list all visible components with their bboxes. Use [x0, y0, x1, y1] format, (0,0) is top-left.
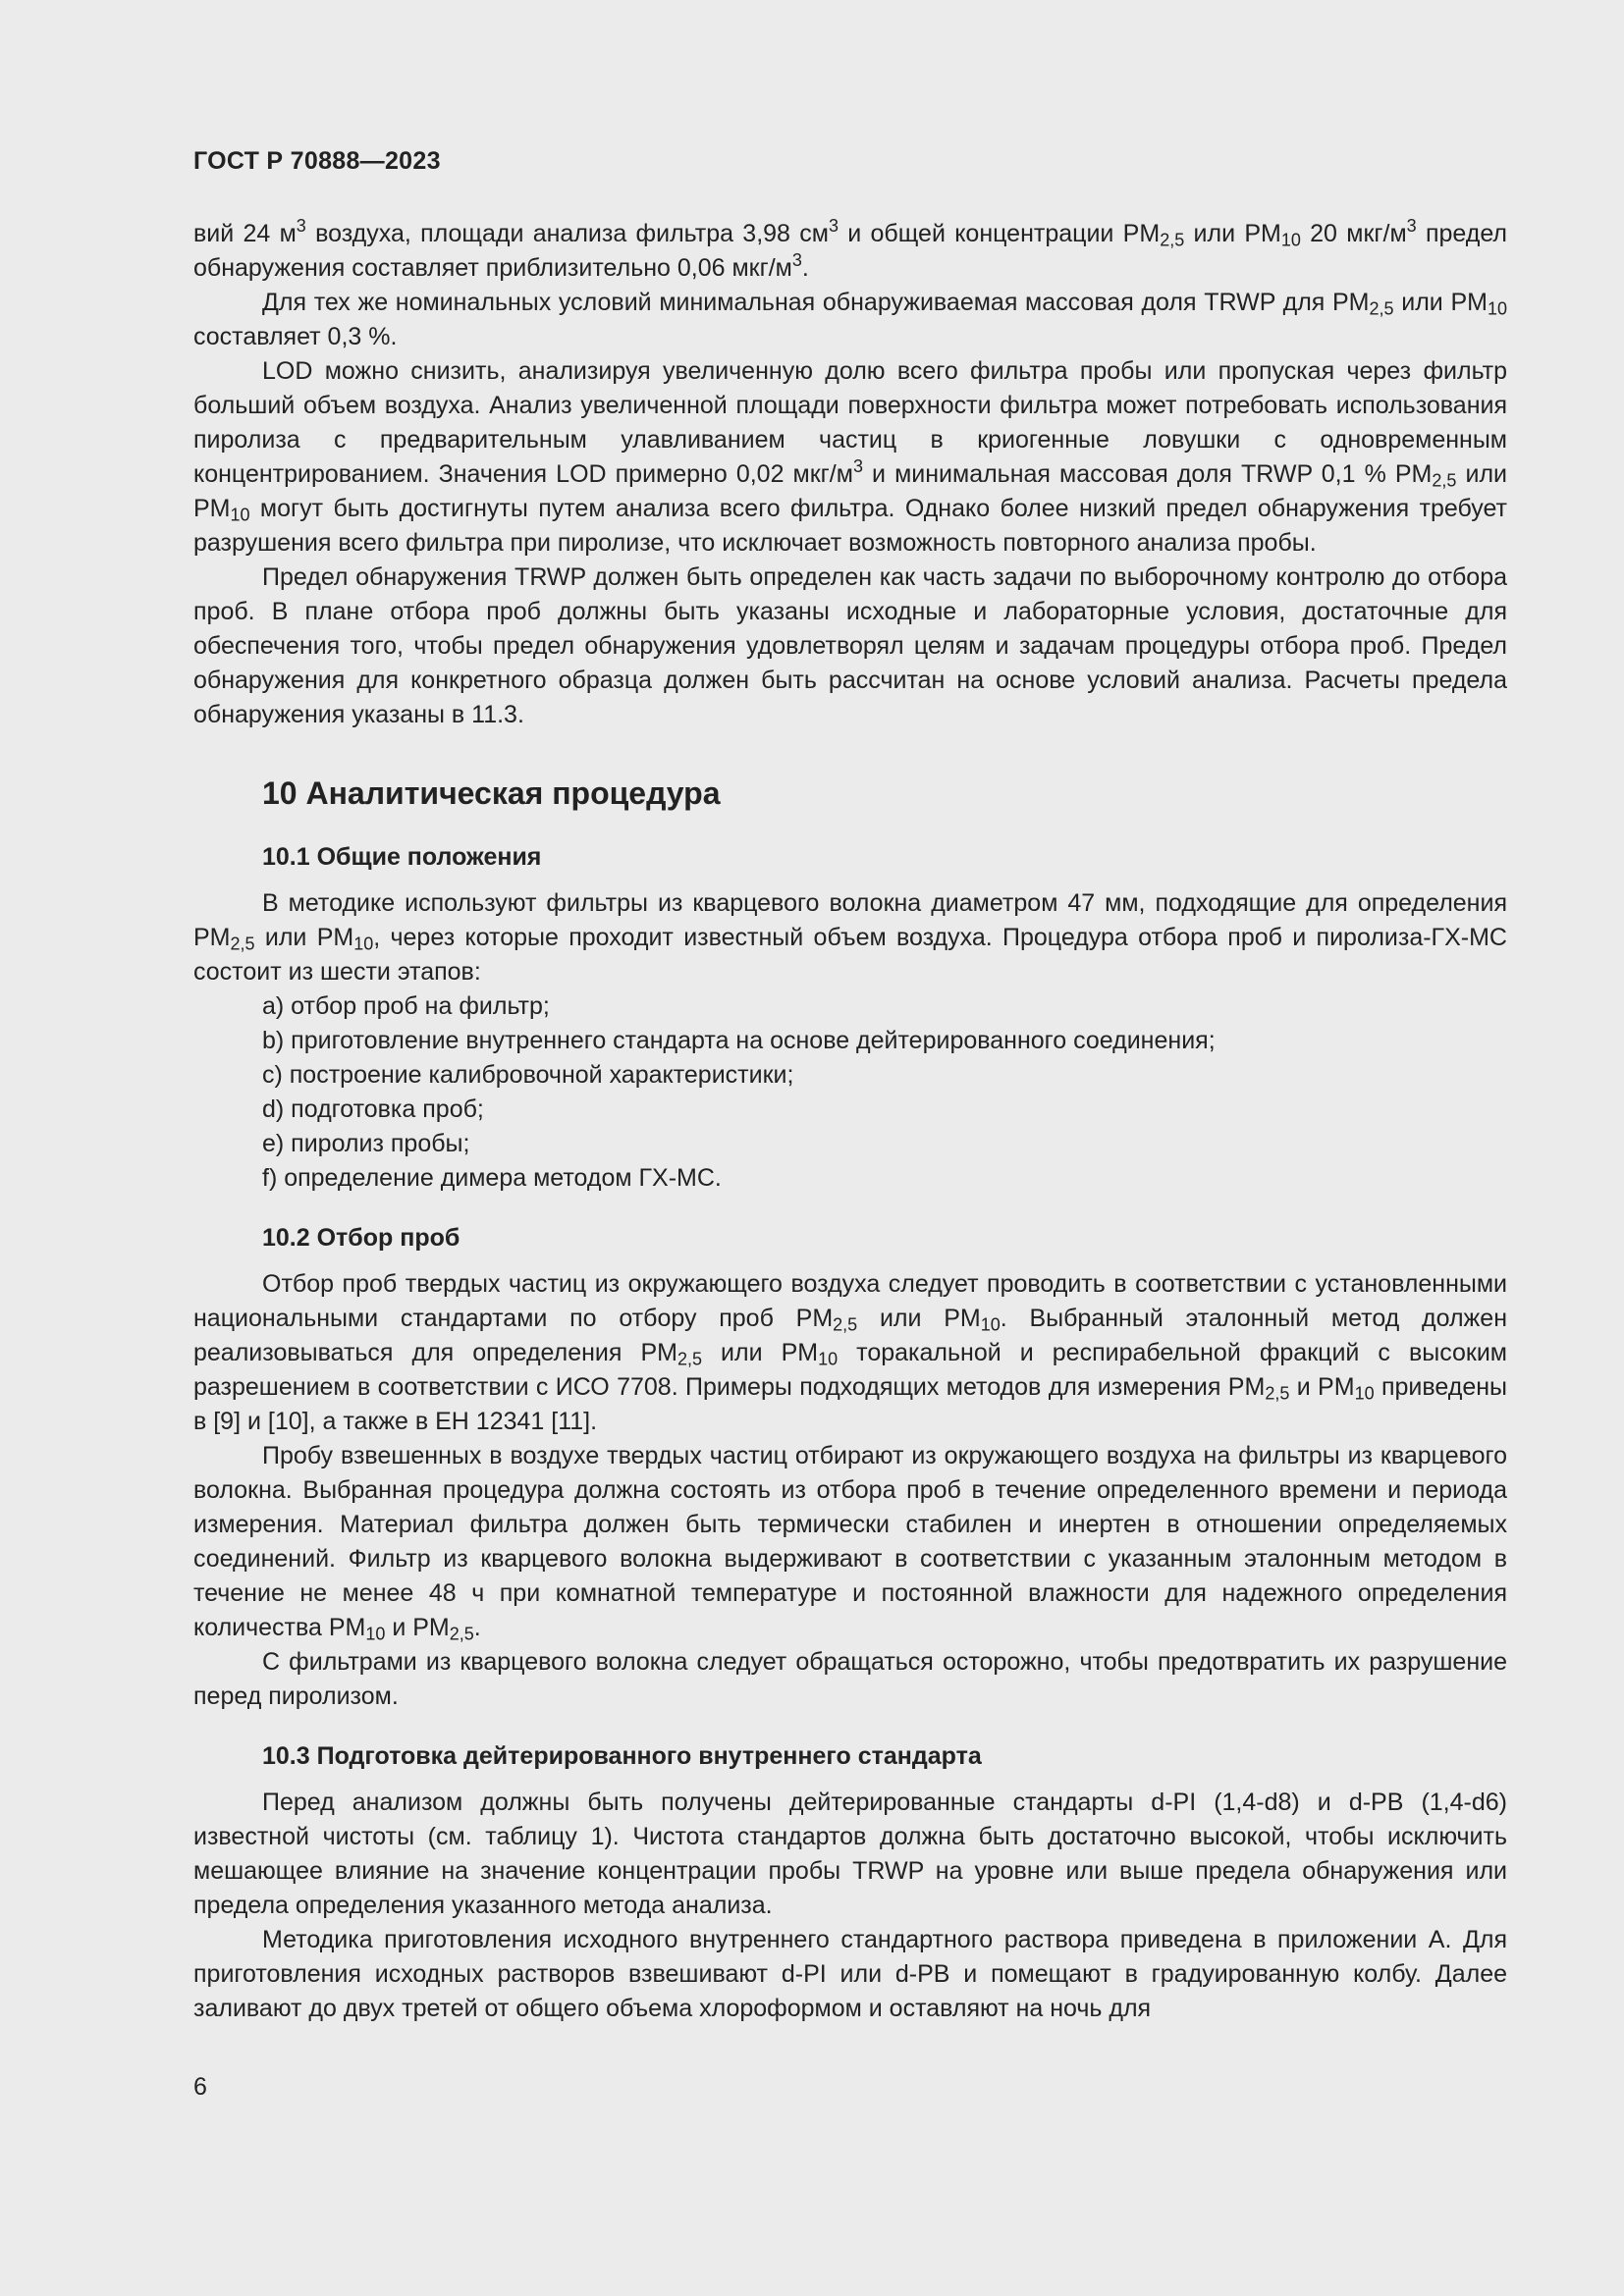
document-page: [193, 147, 1507, 2026]
list-item: d) подготовка проб;: [262, 1095, 484, 1123]
paragraph-lod-reduction: LOD можно снизить, анализируя увеличенную долю всего фильтра пробы или пропуская через фильтр больший объем воздуха. Анализ увеличенной площади поверхности фильтра может потребовать использования пиролиза с предварительным улавливанием частиц в криогенные ловушки с одновременным концентрированием. Значения LOD примерно 0,02 мкг/$м^3$ и минимальная массовая доля TRWP 0,1 % $PM_{2,5}$ или $PM_{10}$ могут быть достигнуты путем анализа всего фильтра. Однако более низкий предел обнаружения требует разрушения всего фильтра при пиролизе, что исключает возможность повторного анализа пробы.: [193, 357, 1507, 557]
paragraph-filter-conditioning: Пробу взвешенных в воздухе твердых частиц отбирают из окружающего воздуха на фильтры из кварцевого волокна. Выбранная процедура должна состоять из отбора проб в течение определенного времени и периода измерения. Материал фильтра должен быть термически стабилен и инертен в отношении определяемых соединений. Фильтр из кварцевого волокна выдерживают в соответствии с указанным эталонным методом в течение не менее 48 ч при комнатной температуре и постоянной влажности для надежного определения количества $PM_{10}$ и $PM_{2,5}$.: [193, 1442, 1507, 1644]
list-item: a) отбор проб на фильтр;: [262, 992, 550, 1020]
list-item: b) приготовление внутреннего стандарта на основе дейтерированного соединения;: [262, 1027, 1216, 1054]
section-10-3-heading: 10.3 Подготовка дейтерированного внутреннего стандарта: [262, 1742, 982, 1770]
procedure-steps-list: [193, 989, 1507, 1196]
section-10-heading: 10 Аналитическая процедура: [262, 775, 721, 811]
paragraph-deuterated-standards: Перед анализом должны быть получены дейтерированные стандарты d-PI (1,4-d8) и d-PB (1,4-d6) известной чистоты (см. таблицу 1). Чистота стандартов должна быть достаточно высокой, чтобы исключить мешающее влияние на значение концентрации пробы TRWP на уровне или выше предела обнаружения или предела определения указанного метода анализа.: [193, 1789, 1507, 1919]
section-10-1-heading: 10.1 Общие положения: [262, 843, 542, 871]
paragraph-detection-limit-conditions: вий 24 $м^3$ воздуха, площади анализа фильтра 3,98 $см^3$ и общей концентрации $PM_{2,5}$ или $PM_{10}$ 20 мкг/$м^3$ предел обнаружения составляет приблизительно 0,06 мкг/$м^3$.: [193, 216, 1507, 282]
paragraph-method-overview: В методике используют фильтры из кварцевого волокна диаметром 47 мм, подходящие для определения $PM_{2,5}$ или $PM_{10}$, через которые проходит известный объем воздуха. Процедура отбора проб и пиролиза-ГХ-МС состоит из шести этапов:: [193, 889, 1507, 986]
paragraph-lod-planning: Предел обнаружения TRWP должен быть определен как часть задачи по выборочному контролю до отбора проб. В плане отбора проб должны быть указаны исходные и лабораторные условия, достаточные для обеспечения того, чтобы предел обнаружения удовлетворял целям и задачам процедуры отбора проб. Предел обнаружения для конкретного образца должен быть рассчитан на основе условий анализа. Расчеты предела обнаружения указаны в 11.3.: [193, 563, 1507, 728]
paragraph-filter-handling: С фильтрами из кварцевого волокна следует обращаться осторожно, чтобы предотвратить их разрушение перед пиролизом.: [193, 1648, 1507, 1710]
paragraph-sampling-standards: Отбор проб твердых частиц из окружающего воздуха следует проводить в соответствии с установленными национальными стандартами по отбору проб $PM_{2,5}$ или $PM_{10}$. Выбранный эталонный метод должен реализовываться для определения $PM_{2,5}$ или $PM_{10}$ торакальной и респирабельной фракций с высоким разрешением в соответствии с ИСО 7708. Примеры подходящих методов для измерения $PM_{2,5}$ и $PM_{10}$ приведены в [9] и [10], а также в ЕН 12341 [11].: [193, 1270, 1507, 1435]
page-number: 6: [193, 2073, 207, 2101]
list-item: c) построение калибровочной характеристики;: [262, 1061, 794, 1089]
document-header: ГОСТ Р 70888—2023: [193, 147, 441, 175]
section-10-2-heading: 10.2 Отбор проб: [262, 1224, 460, 1252]
list-item: e) пиролиз пробы;: [262, 1130, 470, 1157]
paragraph-min-mass-fraction: Для тех же номинальных условий минимальная обнаруживаемая массовая доля TRWP для $PM_{2,5}$ или $PM_{10}$ составляет 0,3 %.: [193, 289, 1507, 350]
list-item: f) определение димера методом ГХ-МС.: [262, 1164, 722, 1192]
paragraph-stock-solution: Методика приготовления исходного внутреннего стандартного раствора приведена в приложении А. Для приготовления исходных растворов взвешивают d-PI или d-PB и помещают в градуированную колбу. Далее заливают до двух третей от общего объема хлороформом и оставляют на ночь для: [193, 1926, 1507, 2022]
